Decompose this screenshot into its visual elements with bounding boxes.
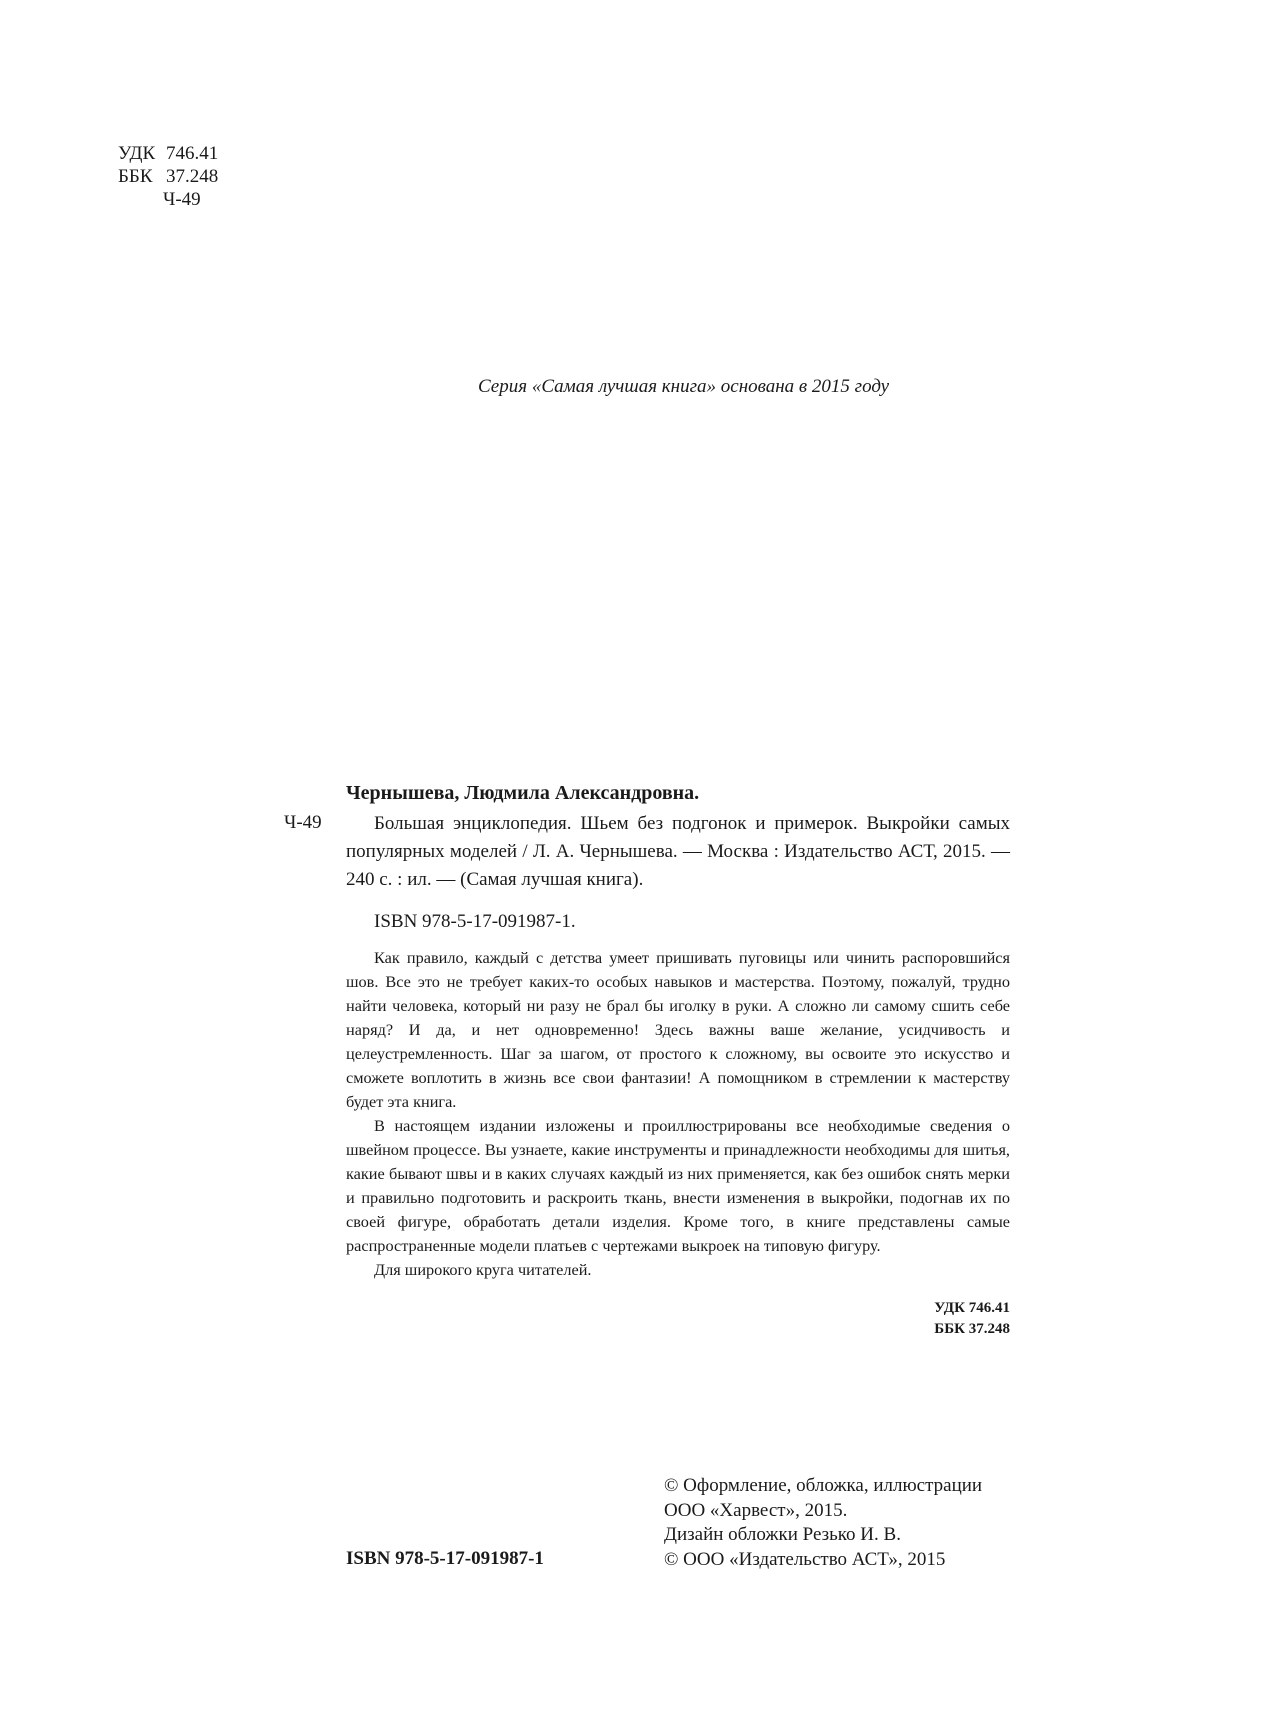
- card-bbk: ББК 37.248: [934, 1321, 1010, 1337]
- card-udk: УДК 746.41: [934, 1300, 1010, 1316]
- bbk-value: 37.248: [166, 166, 219, 187]
- card-author-mark: Ч-49: [284, 812, 322, 833]
- author-mark: Ч-49: [163, 189, 201, 210]
- card-classification: [346, 1298, 1010, 1340]
- series-note: Серия «Самая лучшая книга» основана в 2015 году: [478, 376, 890, 397]
- copyright-line: © ООО «Издательство АСТ», 2015: [664, 1548, 946, 1570]
- copyright-line: Дизайн обложки Резько И. В.: [664, 1524, 901, 1545]
- classification-indices: [118, 142, 218, 211]
- annotation-paragraph: Как правило, каждый с детства умеет пришивать пуговицы или чинить распоровшийся шов. Все это не требует каких-то особых навыков и мастерства. Поэтому, пожалуй, трудно найти человека, который ни разу не брал бы иголку в руки. А сложно ли самому сшить себе наряд? И да, и нет одновременно! Здесь важны ваше желание, усидчивость и целеустремленность. Шаг за шагом, от простого к сложному, вы освоите это искусство и сможете воплотить в жизнь все свои фантазии! А помощником в стремлении к мастерству будет эта книга.: [346, 948, 1010, 1111]
- udk-row: [118, 142, 218, 165]
- udk-label: УДК: [118, 143, 156, 164]
- isbn-bold: ISBN 978-5-17-091987-1: [346, 1548, 544, 1569]
- catalog-card: [346, 781, 1010, 1340]
- copyright-block: [664, 1474, 982, 1572]
- udk-value: 746.41: [166, 143, 219, 164]
- annotation-paragraph: Для широкого круга читателей.: [374, 1260, 592, 1279]
- annotation: [346, 946, 1010, 1282]
- copyright-line: ООО «Харвест», 2015.: [664, 1499, 848, 1521]
- bbk-row: [118, 165, 218, 188]
- card-isbn: ISBN 978-5-17-091987-1.: [374, 911, 576, 932]
- bbk-label: ББК: [118, 166, 153, 187]
- bibliographic-description: Большая энциклопедия. Шьем без подгонок и примерок. Выкройки самых популярных моделей / Л. А. Чернышева. — Москва : Издательство АСТ, 2015. — 240 с. : ил. — (Самая лучшая книга).: [346, 813, 1010, 890]
- copyright-line: © Оформление, обложка, иллюстрации: [664, 1475, 983, 1496]
- author-name: Чернышева, Людмила Александровна.: [346, 782, 700, 804]
- annotation-paragraph: В настоящем издании изложены и проиллюстрированы все необходимые сведения о швейном процессе. Вы узнаете, какие инструменты и принадлежности необходимы для шитья, какие бывают швы и в каких случаях каждый из них применяется, как без ошибок снять мерки и правильно подготовить и раскроить ткань, внести изменения в выкройки, подогнав их по своей фигуре, обработать детали изделия. Кроме того, в книге представлены самые распространенные модели платьев с чертежами выкроек на типовую фигуру.: [346, 1116, 1010, 1255]
